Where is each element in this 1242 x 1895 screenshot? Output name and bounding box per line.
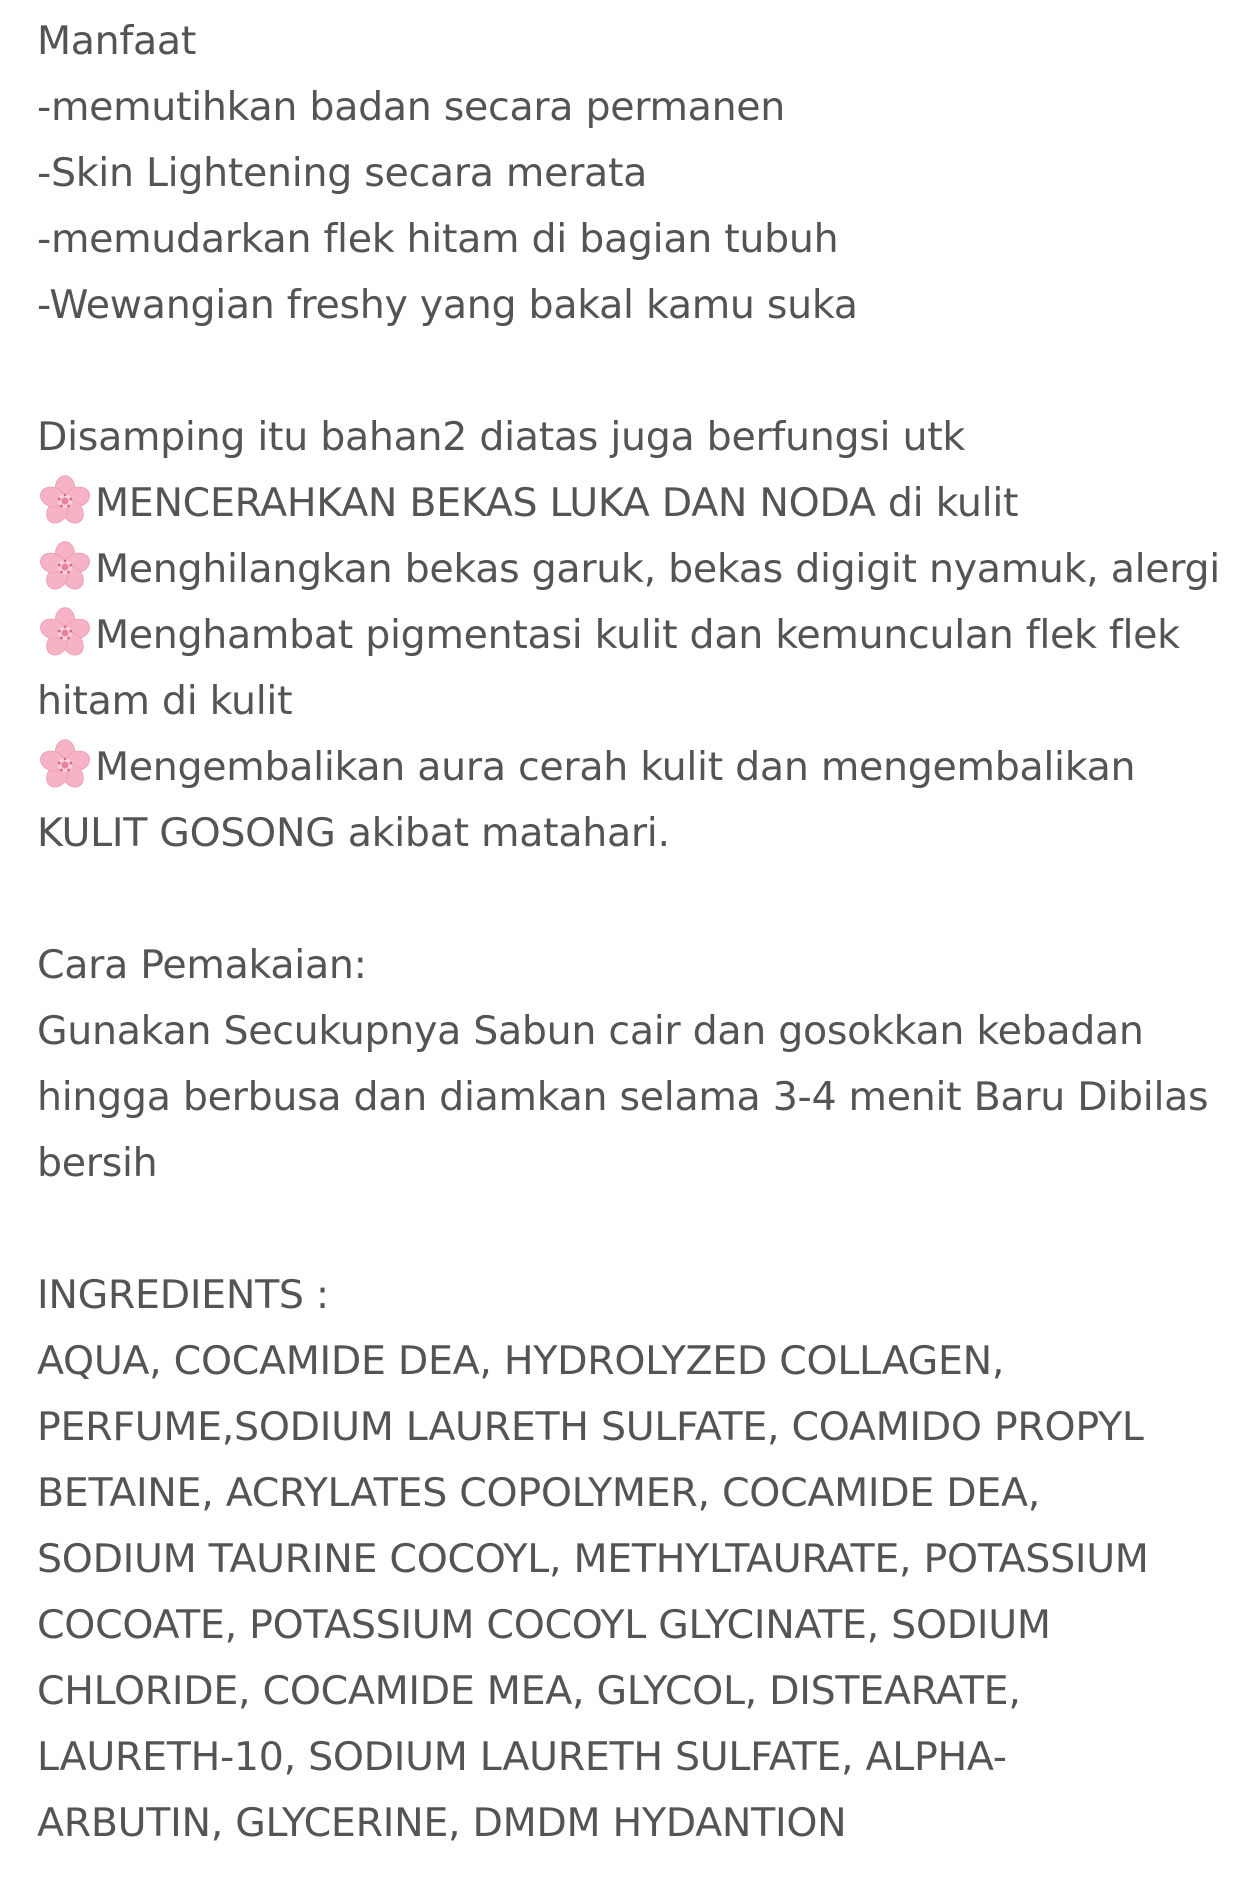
ingredients-line: CHLORIDE, COCAMIDE MEA, GLYCOL, DISTEARATE, [37,1668,1021,1714]
fungsi-item [37,536,1220,602]
fungsi-item-text: Menghambat pigmentasi kulit dan kemunculan flek flek [95,612,1180,658]
manfaat-item: -memutihkan badan secara permanen [37,84,786,130]
cara-line: hingga berbusa dan diamkan selama 3-4 menit Baru Dibilas [37,1074,1209,1120]
ingredients-heading: INGREDIENTS : [37,1272,329,1318]
blank-line [37,866,1212,932]
manfaat-item: -Skin Lightening secara merata [37,150,648,196]
ingredients-line: LAURETH-10, SODIUM LAURETH SULFATE, ALPHA- [37,1734,1007,1780]
note-content [37,8,1220,1856]
cara-line: Gunakan Secukupnya Sabun cair dan gosokkan kebadan [37,1008,1144,1054]
ingredients-line: COCOATE, POTASSIUM COCOYL GLYCINATE, SODIUM [37,1602,1051,1648]
ingredients-line: SODIUM TAURINE COCOYL, METHYLTAURATE, POTASSIUM [37,1536,1149,1582]
cara-line: bersih [37,1140,158,1186]
blank-line [37,1196,1212,1262]
fungsi-item-text: Mengembalikan aura cerah kulit dan mengembalikan [95,744,1136,790]
ingredients-line: BETAINE, ACRYLATES COPOLYMER, COCAMIDE DEA, [37,1470,1040,1516]
fungsi-item-text: MENCERAHKAN BEKAS LUKA DAN NODA di kulit [95,480,1019,526]
fungsi-item-continuation: hitam di kulit [37,678,293,724]
ingredients-line: PERFUME,SODIUM LAURETH SULFATE, COAMIDO PROPYL [37,1404,1144,1450]
fungsi-item [37,470,1212,536]
fungsi-item [37,734,1212,800]
cherry-blossom-icon [37,605,93,661]
cherry-blossom-icon [37,539,93,595]
ingredients-line: ARBUTIN, GLYCERINE, DMDM HYDANTION [37,1800,847,1846]
blank-line [37,338,1212,404]
fungsi-item-text: Menghilangkan bekas garuk, bekas digigit nyamuk, alergi [95,546,1220,592]
cherry-blossom-icon [37,737,93,793]
manfaat-heading: Manfaat [37,18,197,64]
cherry-blossom-icon [37,473,93,529]
manfaat-item: -memudarkan flek hitam di bagian tubuh [37,216,839,262]
fungsi-item [37,602,1212,668]
cara-heading: Cara Pemakaian: [37,942,367,988]
fungsi-intro: Disamping itu bahan2 diatas juga berfungsi utk [37,414,965,460]
fungsi-item-continuation: KULIT GOSONG akibat matahari. [37,810,670,856]
manfaat-item: -Wewangian freshy yang bakal kamu suka [37,282,858,328]
ingredients-line: AQUA, COCAMIDE DEA, HYDROLYZED COLLAGEN, [37,1338,1005,1384]
